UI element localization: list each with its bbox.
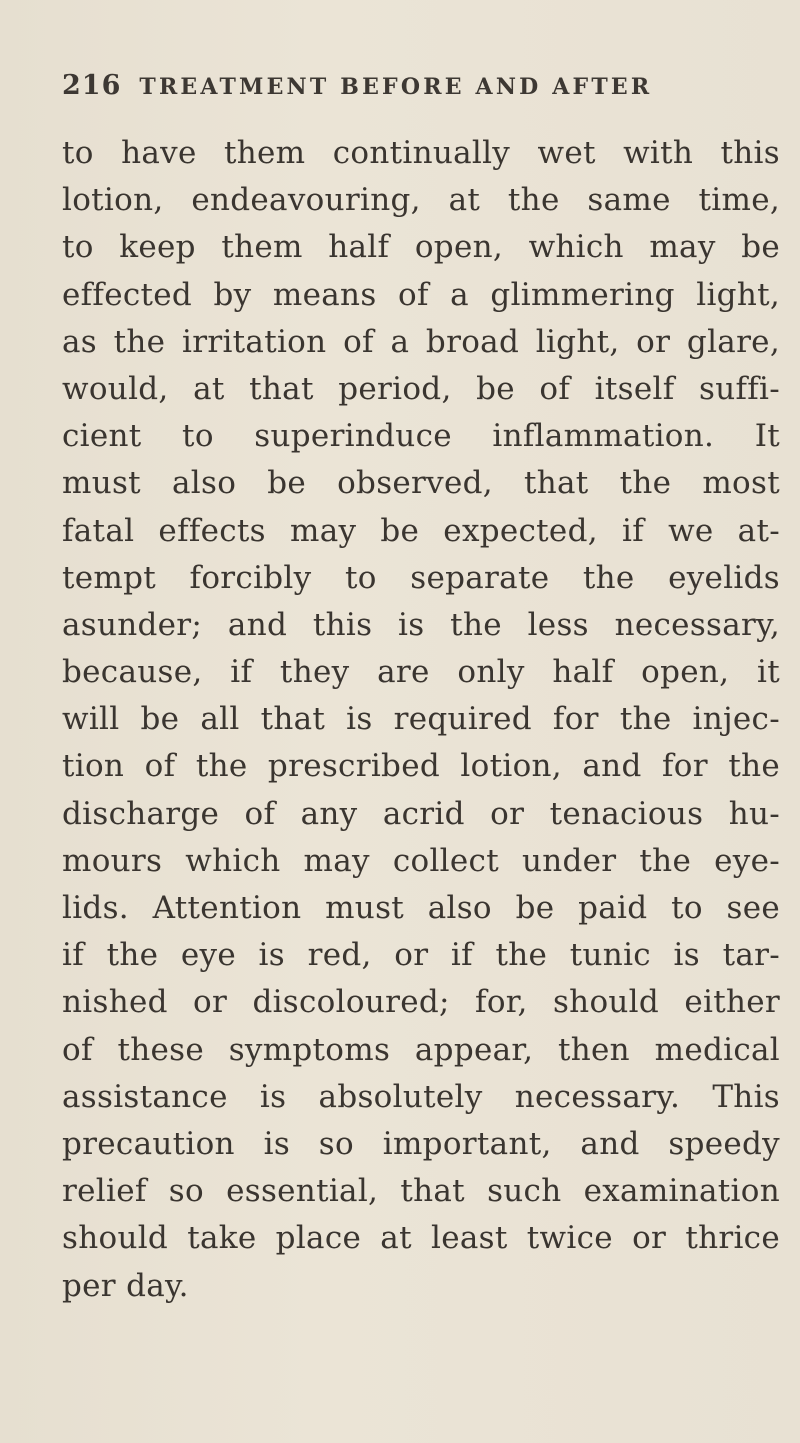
running-title: TREATMENT BEFORE AND AFTER: [139, 74, 653, 100]
text-line: if the eye is red, or if the tunic is tar-: [62, 937, 780, 974]
text-line: will be all that is required for the injec-: [62, 701, 780, 738]
text-line: mours which may collect under the eye-: [62, 842, 780, 879]
text-line: as the irritation of a broad light, or glare,: [62, 323, 780, 360]
text-line: tempt forcibly to separate the eyelids: [62, 559, 780, 596]
text-line: of these symptoms appear, then medical: [62, 1031, 780, 1068]
text-line: assistance is absolutely necessary. This: [62, 1078, 780, 1115]
running-head: [62, 70, 762, 110]
body-paragraph: [62, 130, 780, 1310]
page-number: 216: [62, 70, 122, 101]
text-line-last: per day.: [62, 1267, 189, 1304]
text-line: because, if they are only half open, it: [62, 654, 780, 691]
text-line: lids. Attention must also be paid to see: [62, 890, 780, 926]
text-line: effected by means of a glimmering light,: [62, 276, 780, 313]
text-line: relief so essential, that such examination: [62, 1173, 780, 1210]
text-line: precaution is so important, and speedy: [62, 1125, 780, 1162]
text-line: should take place at least twice or thrice: [62, 1220, 780, 1257]
text-line: lotion, endeavouring, at the same time,: [62, 182, 780, 219]
text-line: must also be observed, that the most: [62, 465, 780, 502]
text-line: tion of the prescribed lotion, and for the: [62, 748, 780, 785]
text-line: fatal effects may be expected, if we at-: [62, 512, 780, 549]
text-line: to keep them half open, which may be: [62, 229, 780, 266]
text-line: would, at that period, be of itself suffi-: [62, 370, 780, 407]
text-line: nished or discoloured; for, should either: [62, 984, 780, 1021]
text-line: cient to superinduce inflammation. It: [62, 418, 780, 455]
text-line: to have them continually wet with this: [62, 135, 780, 171]
text-line: asunder; and this is the less necessary,: [62, 606, 780, 643]
text-line: discharge of any acrid or tenacious hu-: [62, 795, 780, 832]
